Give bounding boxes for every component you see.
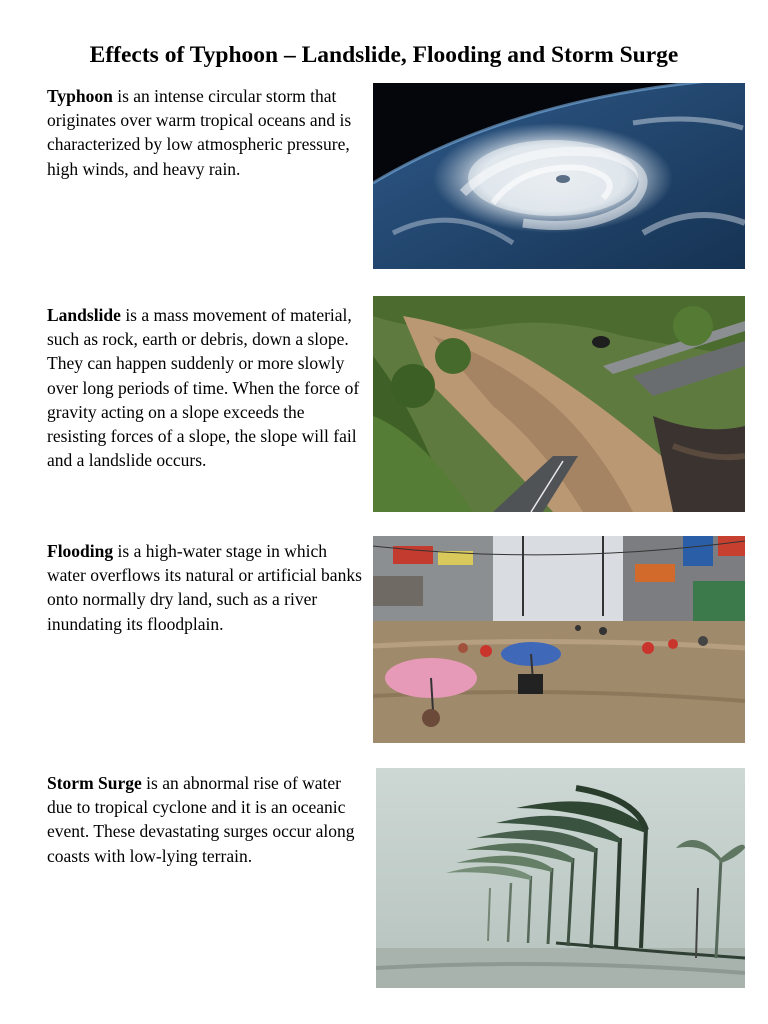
storm-surge-term: Storm Surge <box>47 773 142 793</box>
flooding-paragraph <box>47 539 362 636</box>
typhoon-definition: is an intense circular storm that originates over warm tropical oceans and is characterized by low atmospheric pressure, high winds, and heavy rain. <box>47 86 352 179</box>
typhoon-satellite-image <box>373 83 745 269</box>
storm-surge-definition: is an abnormal rise of water due to tropical cyclone and it is an oceanic event. These devastating surges occur along coasts with low-lying terrain. <box>47 773 355 866</box>
landslide-paragraph <box>47 303 362 472</box>
typhoon-paragraph <box>47 84 362 181</box>
flooding-definition: is a high-water stage in which water overflows its natural or artificial banks onto normally dry land, such as a river inundating its floodplain. <box>47 541 362 634</box>
storm-surge-paragraph <box>47 771 362 868</box>
landslide-definition: is a mass movement of material, such as rock, earth or debris, down a slope. They can happen suddenly or more slowly over long periods of time. When the force of gravity acting on a slope exceeds the resisting forces of a slope, the slope will fail and a landslide occurs. <box>47 305 360 471</box>
flooding-image <box>373 536 745 743</box>
flooding-term: Flooding <box>47 541 114 561</box>
page-title: Effects of Typhoon – Landslide, Flooding and Storm Surge <box>89 42 679 68</box>
typhoon-term: Typhoon <box>47 86 113 106</box>
storm-surge-image <box>376 768 745 988</box>
landslide-image <box>373 296 745 512</box>
landslide-term: Landslide <box>47 305 121 325</box>
